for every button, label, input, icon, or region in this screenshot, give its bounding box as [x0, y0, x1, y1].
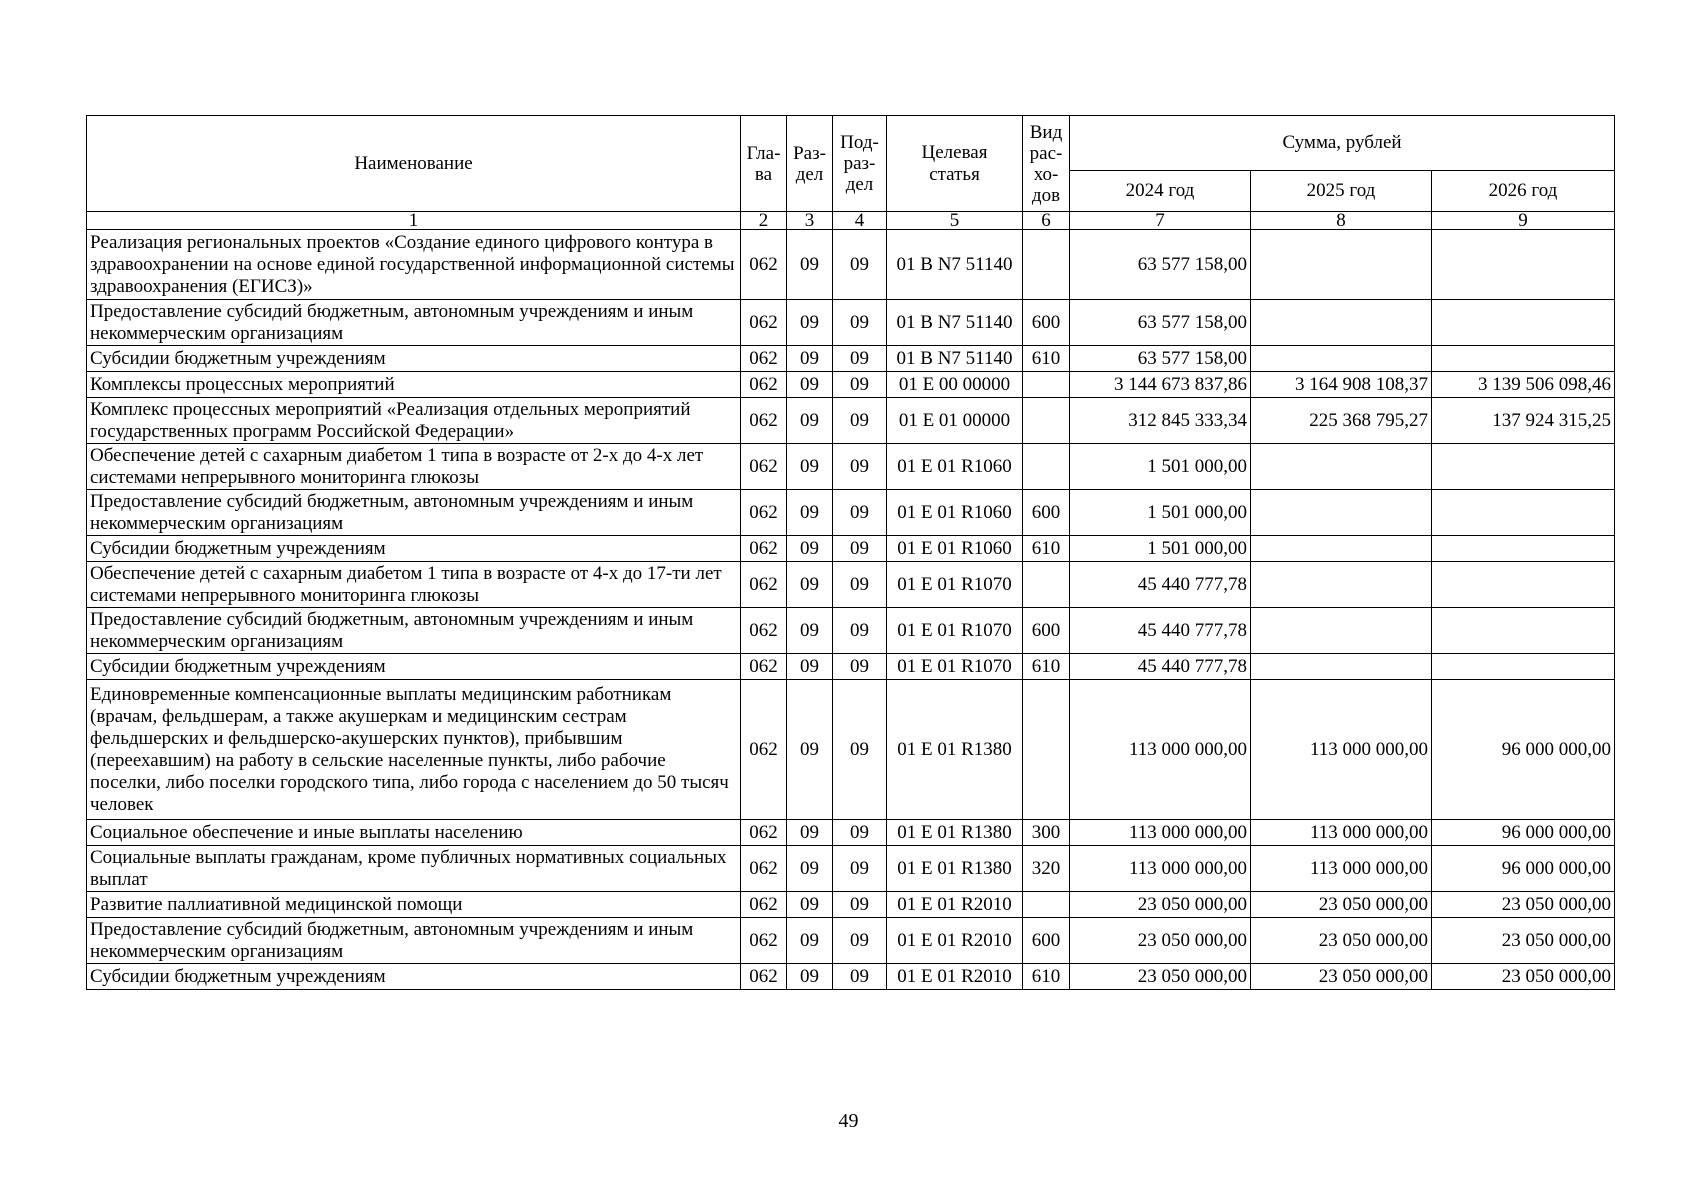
row-sum-2025: 225 368 795,27 — [1251, 398, 1432, 444]
row-sum-2026 — [1432, 230, 1615, 300]
table-row — [87, 372, 1615, 398]
row-sum-2026 — [1432, 608, 1615, 654]
table-row — [87, 398, 1615, 444]
row-tselevaya-statya: 01 Е 01 00000 — [887, 398, 1023, 444]
row-glava: 062 — [741, 300, 787, 346]
row-sum-2026 — [1432, 490, 1615, 536]
row-tselevaya-statya: 01 Е 01 R1070 — [887, 608, 1023, 654]
row-podrazdel: 09 — [833, 892, 887, 918]
row-razdel: 09 — [787, 964, 833, 990]
row-glava: 062 — [741, 536, 787, 562]
table-row — [87, 892, 1615, 918]
row-sum-2025: 3 164 908 108,37 — [1251, 372, 1432, 398]
budget-table — [86, 115, 1615, 990]
row-sum-2024: 63 577 158,00 — [1070, 230, 1251, 300]
row-glava: 062 — [741, 444, 787, 490]
row-sum-2024: 45 440 777,78 — [1070, 608, 1251, 654]
row-tselevaya-statya: 01 Е 00 00000 — [887, 372, 1023, 398]
row-sum-2025 — [1251, 230, 1432, 300]
row-podrazdel: 09 — [833, 964, 887, 990]
table-row — [87, 964, 1615, 990]
row-sum-2025: 113 000 000,00 — [1251, 846, 1432, 892]
row-sum-2024: 1 501 000,00 — [1070, 536, 1251, 562]
page-number: 49 — [838, 1110, 859, 1132]
row-sum-2025: 113 000 000,00 — [1251, 820, 1432, 846]
row-sum-2024: 63 577 158,00 — [1070, 346, 1251, 372]
header-year-2025: 2025 год — [1251, 171, 1432, 212]
header-summa: Сумма, рублей — [1070, 116, 1615, 171]
table-row — [87, 918, 1615, 964]
row-sum-2024: 23 050 000,00 — [1070, 918, 1251, 964]
row-glava: 062 — [741, 608, 787, 654]
column-number: 8 — [1251, 212, 1432, 230]
row-name: Субсидии бюджетным учреждениям — [87, 536, 741, 562]
row-podrazdel: 09 — [833, 846, 887, 892]
header-glava: Гла- ва — [741, 116, 787, 212]
row-podrazdel: 09 — [833, 398, 887, 444]
column-number: 3 — [787, 212, 833, 230]
row-sum-2026: 23 050 000,00 — [1432, 918, 1615, 964]
table-row — [87, 444, 1615, 490]
column-number-row — [87, 212, 1615, 230]
row-sum-2024: 113 000 000,00 — [1070, 820, 1251, 846]
table-row — [87, 846, 1615, 892]
row-tselevaya-statya: 01 Е 01 R1070 — [887, 562, 1023, 608]
row-sum-2025 — [1251, 300, 1432, 346]
row-name: Социальные выплаты гражданам, кроме публичных нормативных социальных выплат — [87, 846, 741, 892]
table-row — [87, 654, 1615, 680]
table-row — [87, 608, 1615, 654]
row-name: Комплексы процессных мероприятий — [87, 372, 741, 398]
row-name: Предоставление субсидий бюджетным, автономным учреждениям и иным некоммерческим организациям — [87, 490, 741, 536]
row-razdel: 09 — [787, 346, 833, 372]
row-podrazdel: 09 — [833, 230, 887, 300]
row-name: Предоставление субсидий бюджетным, автономным учреждениям и иным некоммерческим организациям — [87, 608, 741, 654]
row-glava: 062 — [741, 346, 787, 372]
row-sum-2025 — [1251, 346, 1432, 372]
row-sum-2024: 113 000 000,00 — [1070, 680, 1251, 820]
row-sum-2026: 23 050 000,00 — [1432, 964, 1615, 990]
row-sum-2026 — [1432, 300, 1615, 346]
row-sum-2025 — [1251, 608, 1432, 654]
row-sum-2024: 23 050 000,00 — [1070, 892, 1251, 918]
table-row — [87, 820, 1615, 846]
table-row — [87, 300, 1615, 346]
row-glava: 062 — [741, 490, 787, 536]
row-name: Предоставление субсидий бюджетным, автономным учреждениям и иным некоммерческим организациям — [87, 300, 741, 346]
row-sum-2024: 45 440 777,78 — [1070, 562, 1251, 608]
row-razdel: 09 — [787, 398, 833, 444]
row-razdel: 09 — [787, 490, 833, 536]
row-glava: 062 — [741, 562, 787, 608]
row-vid-rashodov — [1023, 230, 1070, 300]
row-name: Единовременные компенсационные выплаты медицинским работникам (врачам, фельдшерам, а также акушеркам и медицинским сестрам фельдшерских и фельдшерско-акушерских пунктов), прибывшим (переехавшим) на работу в сельские населенные пункты, либо рабочие поселки, либо поселки городского типа, либо города с населением до 50 тысяч человек — [87, 680, 741, 820]
header-name: Наименование — [87, 116, 741, 212]
row-sum-2026 — [1432, 346, 1615, 372]
row-tselevaya-statya: 01 В N7 51140 — [887, 346, 1023, 372]
row-sum-2024: 113 000 000,00 — [1070, 846, 1251, 892]
row-tselevaya-statya: 01 Е 01 R2010 — [887, 964, 1023, 990]
row-podrazdel: 09 — [833, 372, 887, 398]
table-row — [87, 230, 1615, 300]
row-name: Предоставление субсидий бюджетным, автономным учреждениям и иным некоммерческим организациям — [87, 918, 741, 964]
header-razdel: Раз- дел — [787, 116, 833, 212]
row-podrazdel: 09 — [833, 820, 887, 846]
row-podrazdel: 09 — [833, 444, 887, 490]
row-razdel: 09 — [787, 654, 833, 680]
row-podrazdel: 09 — [833, 562, 887, 608]
row-razdel: 09 — [787, 680, 833, 820]
row-sum-2024: 1 501 000,00 — [1070, 444, 1251, 490]
row-sum-2025: 23 050 000,00 — [1251, 918, 1432, 964]
row-tselevaya-statya: 01 Е 01 R2010 — [887, 892, 1023, 918]
row-vid-rashodov: 600 — [1023, 300, 1070, 346]
row-tselevaya-statya: 01 Е 01 R1380 — [887, 846, 1023, 892]
row-razdel: 09 — [787, 444, 833, 490]
row-vid-rashodov — [1023, 372, 1070, 398]
row-razdel: 09 — [787, 846, 833, 892]
row-vid-rashodov — [1023, 562, 1070, 608]
row-sum-2026 — [1432, 444, 1615, 490]
row-sum-2025 — [1251, 490, 1432, 536]
row-sum-2026: 3 139 506 098,46 — [1432, 372, 1615, 398]
row-vid-rashodov: 320 — [1023, 846, 1070, 892]
row-sum-2025 — [1251, 444, 1432, 490]
row-tselevaya-statya: 01 Е 01 R1070 — [887, 654, 1023, 680]
row-name: Субсидии бюджетным учреждениям — [87, 346, 741, 372]
row-podrazdel: 09 — [833, 300, 887, 346]
row-sum-2026: 96 000 000,00 — [1432, 820, 1615, 846]
row-podrazdel: 09 — [833, 680, 887, 820]
row-tselevaya-statya: 01 Е 01 R1380 — [887, 680, 1023, 820]
column-number: 6 — [1023, 212, 1070, 230]
row-sum-2024: 312 845 333,34 — [1070, 398, 1251, 444]
column-number: 5 — [887, 212, 1023, 230]
row-vid-rashodov: 600 — [1023, 608, 1070, 654]
row-glava: 062 — [741, 398, 787, 444]
row-sum-2025: 23 050 000,00 — [1251, 964, 1432, 990]
row-sum-2024: 63 577 158,00 — [1070, 300, 1251, 346]
row-sum-2026 — [1432, 536, 1615, 562]
row-tselevaya-statya: 01 Е 01 R1060 — [887, 490, 1023, 536]
row-razdel: 09 — [787, 536, 833, 562]
row-tselevaya-statya: 01 Е 01 R1060 — [887, 444, 1023, 490]
row-vid-rashodov: 610 — [1023, 536, 1070, 562]
column-number: 7 — [1070, 212, 1251, 230]
row-sum-2025 — [1251, 562, 1432, 608]
row-podrazdel: 09 — [833, 536, 887, 562]
row-name: Социальное обеспечение и иные выплаты населению — [87, 820, 741, 846]
table-row — [87, 536, 1615, 562]
row-vid-rashodov: 300 — [1023, 820, 1070, 846]
row-name: Развитие паллиативной медицинской помощи — [87, 892, 741, 918]
row-sum-2026: 96 000 000,00 — [1432, 846, 1615, 892]
row-podrazdel: 09 — [833, 490, 887, 536]
row-vid-rashodov — [1023, 892, 1070, 918]
row-sum-2026 — [1432, 654, 1615, 680]
table-body — [87, 230, 1615, 990]
row-glava: 062 — [741, 964, 787, 990]
row-sum-2024: 45 440 777,78 — [1070, 654, 1251, 680]
row-tselevaya-statya: 01 В N7 51140 — [887, 300, 1023, 346]
row-podrazdel: 09 — [833, 918, 887, 964]
row-sum-2024: 1 501 000,00 — [1070, 490, 1251, 536]
row-glava: 062 — [741, 918, 787, 964]
row-glava: 062 — [741, 820, 787, 846]
row-razdel: 09 — [787, 562, 833, 608]
row-glava: 062 — [741, 230, 787, 300]
table-row — [87, 346, 1615, 372]
row-tselevaya-statya: 01 Е 01 R2010 — [887, 918, 1023, 964]
row-name: Реализация региональных проектов «Создание единого цифрового контура в здравоохранении на основе единой государственной информационной системы здравоохранения (ЕГИСЗ)» — [87, 230, 741, 300]
row-sum-2025 — [1251, 654, 1432, 680]
header-year-2024: 2024 год — [1070, 171, 1251, 212]
row-tselevaya-statya: 01 Е 01 R1380 — [887, 820, 1023, 846]
row-sum-2024: 23 050 000,00 — [1070, 964, 1251, 990]
row-glava: 062 — [741, 654, 787, 680]
header-vid-rashodov: Вид рас- хо- дов — [1023, 116, 1070, 212]
column-number: 1 — [87, 212, 741, 230]
row-razdel: 09 — [787, 892, 833, 918]
row-name: Обеспечение детей с сахарным диабетом 1 типа в возрасте от 4-х до 17-ти лет системами непрерывного мониторинга глюкозы — [87, 562, 741, 608]
row-name: Комплекс процессных мероприятий «Реализация отдельных мероприятий государственных программ Российской Федерации» — [87, 398, 741, 444]
row-tselevaya-statya: 01 Е 01 R1060 — [887, 536, 1023, 562]
row-vid-rashodov: 600 — [1023, 918, 1070, 964]
row-podrazdel: 09 — [833, 654, 887, 680]
row-sum-2026 — [1432, 562, 1615, 608]
header-tselevaya-statya: Целевая статья — [887, 116, 1023, 212]
row-vid-rashodov: 600 — [1023, 490, 1070, 536]
column-number: 4 — [833, 212, 887, 230]
row-vid-rashodov: 610 — [1023, 654, 1070, 680]
row-sum-2024: 3 144 673 837,86 — [1070, 372, 1251, 398]
row-vid-rashodov: 610 — [1023, 346, 1070, 372]
row-glava: 062 — [741, 680, 787, 820]
row-glava: 062 — [741, 892, 787, 918]
row-sum-2026: 137 924 315,25 — [1432, 398, 1615, 444]
header-podrazdel: Под- раз- дел — [833, 116, 887, 212]
table-row — [87, 562, 1615, 608]
row-name: Субсидии бюджетным учреждениям — [87, 964, 741, 990]
row-razdel: 09 — [787, 608, 833, 654]
row-razdel: 09 — [787, 300, 833, 346]
row-vid-rashodov — [1023, 680, 1070, 820]
row-razdel: 09 — [787, 918, 833, 964]
row-name: Обеспечение детей с сахарным диабетом 1 типа в возрасте от 2-х до 4-х лет системами непрерывного мониторинга глюкозы — [87, 444, 741, 490]
row-vid-rashodov: 610 — [1023, 964, 1070, 990]
row-tselevaya-statya: 01 В N7 51140 — [887, 230, 1023, 300]
column-number: 9 — [1432, 212, 1615, 230]
row-name: Субсидии бюджетным учреждениям — [87, 654, 741, 680]
header-year-2026: 2026 год — [1432, 171, 1615, 212]
row-sum-2025: 23 050 000,00 — [1251, 892, 1432, 918]
row-podrazdel: 09 — [833, 608, 887, 654]
row-glava: 062 — [741, 846, 787, 892]
column-number: 2 — [741, 212, 787, 230]
row-glava: 062 — [741, 372, 787, 398]
row-razdel: 09 — [787, 820, 833, 846]
row-sum-2025: 113 000 000,00 — [1251, 680, 1432, 820]
row-vid-rashodov — [1023, 444, 1070, 490]
row-sum-2026: 23 050 000,00 — [1432, 892, 1615, 918]
row-podrazdel: 09 — [833, 346, 887, 372]
row-sum-2026: 96 000 000,00 — [1432, 680, 1615, 820]
row-sum-2025 — [1251, 536, 1432, 562]
row-razdel: 09 — [787, 372, 833, 398]
row-vid-rashodov — [1023, 398, 1070, 444]
table-row — [87, 490, 1615, 536]
row-razdel: 09 — [787, 230, 833, 300]
table-row — [87, 680, 1615, 820]
